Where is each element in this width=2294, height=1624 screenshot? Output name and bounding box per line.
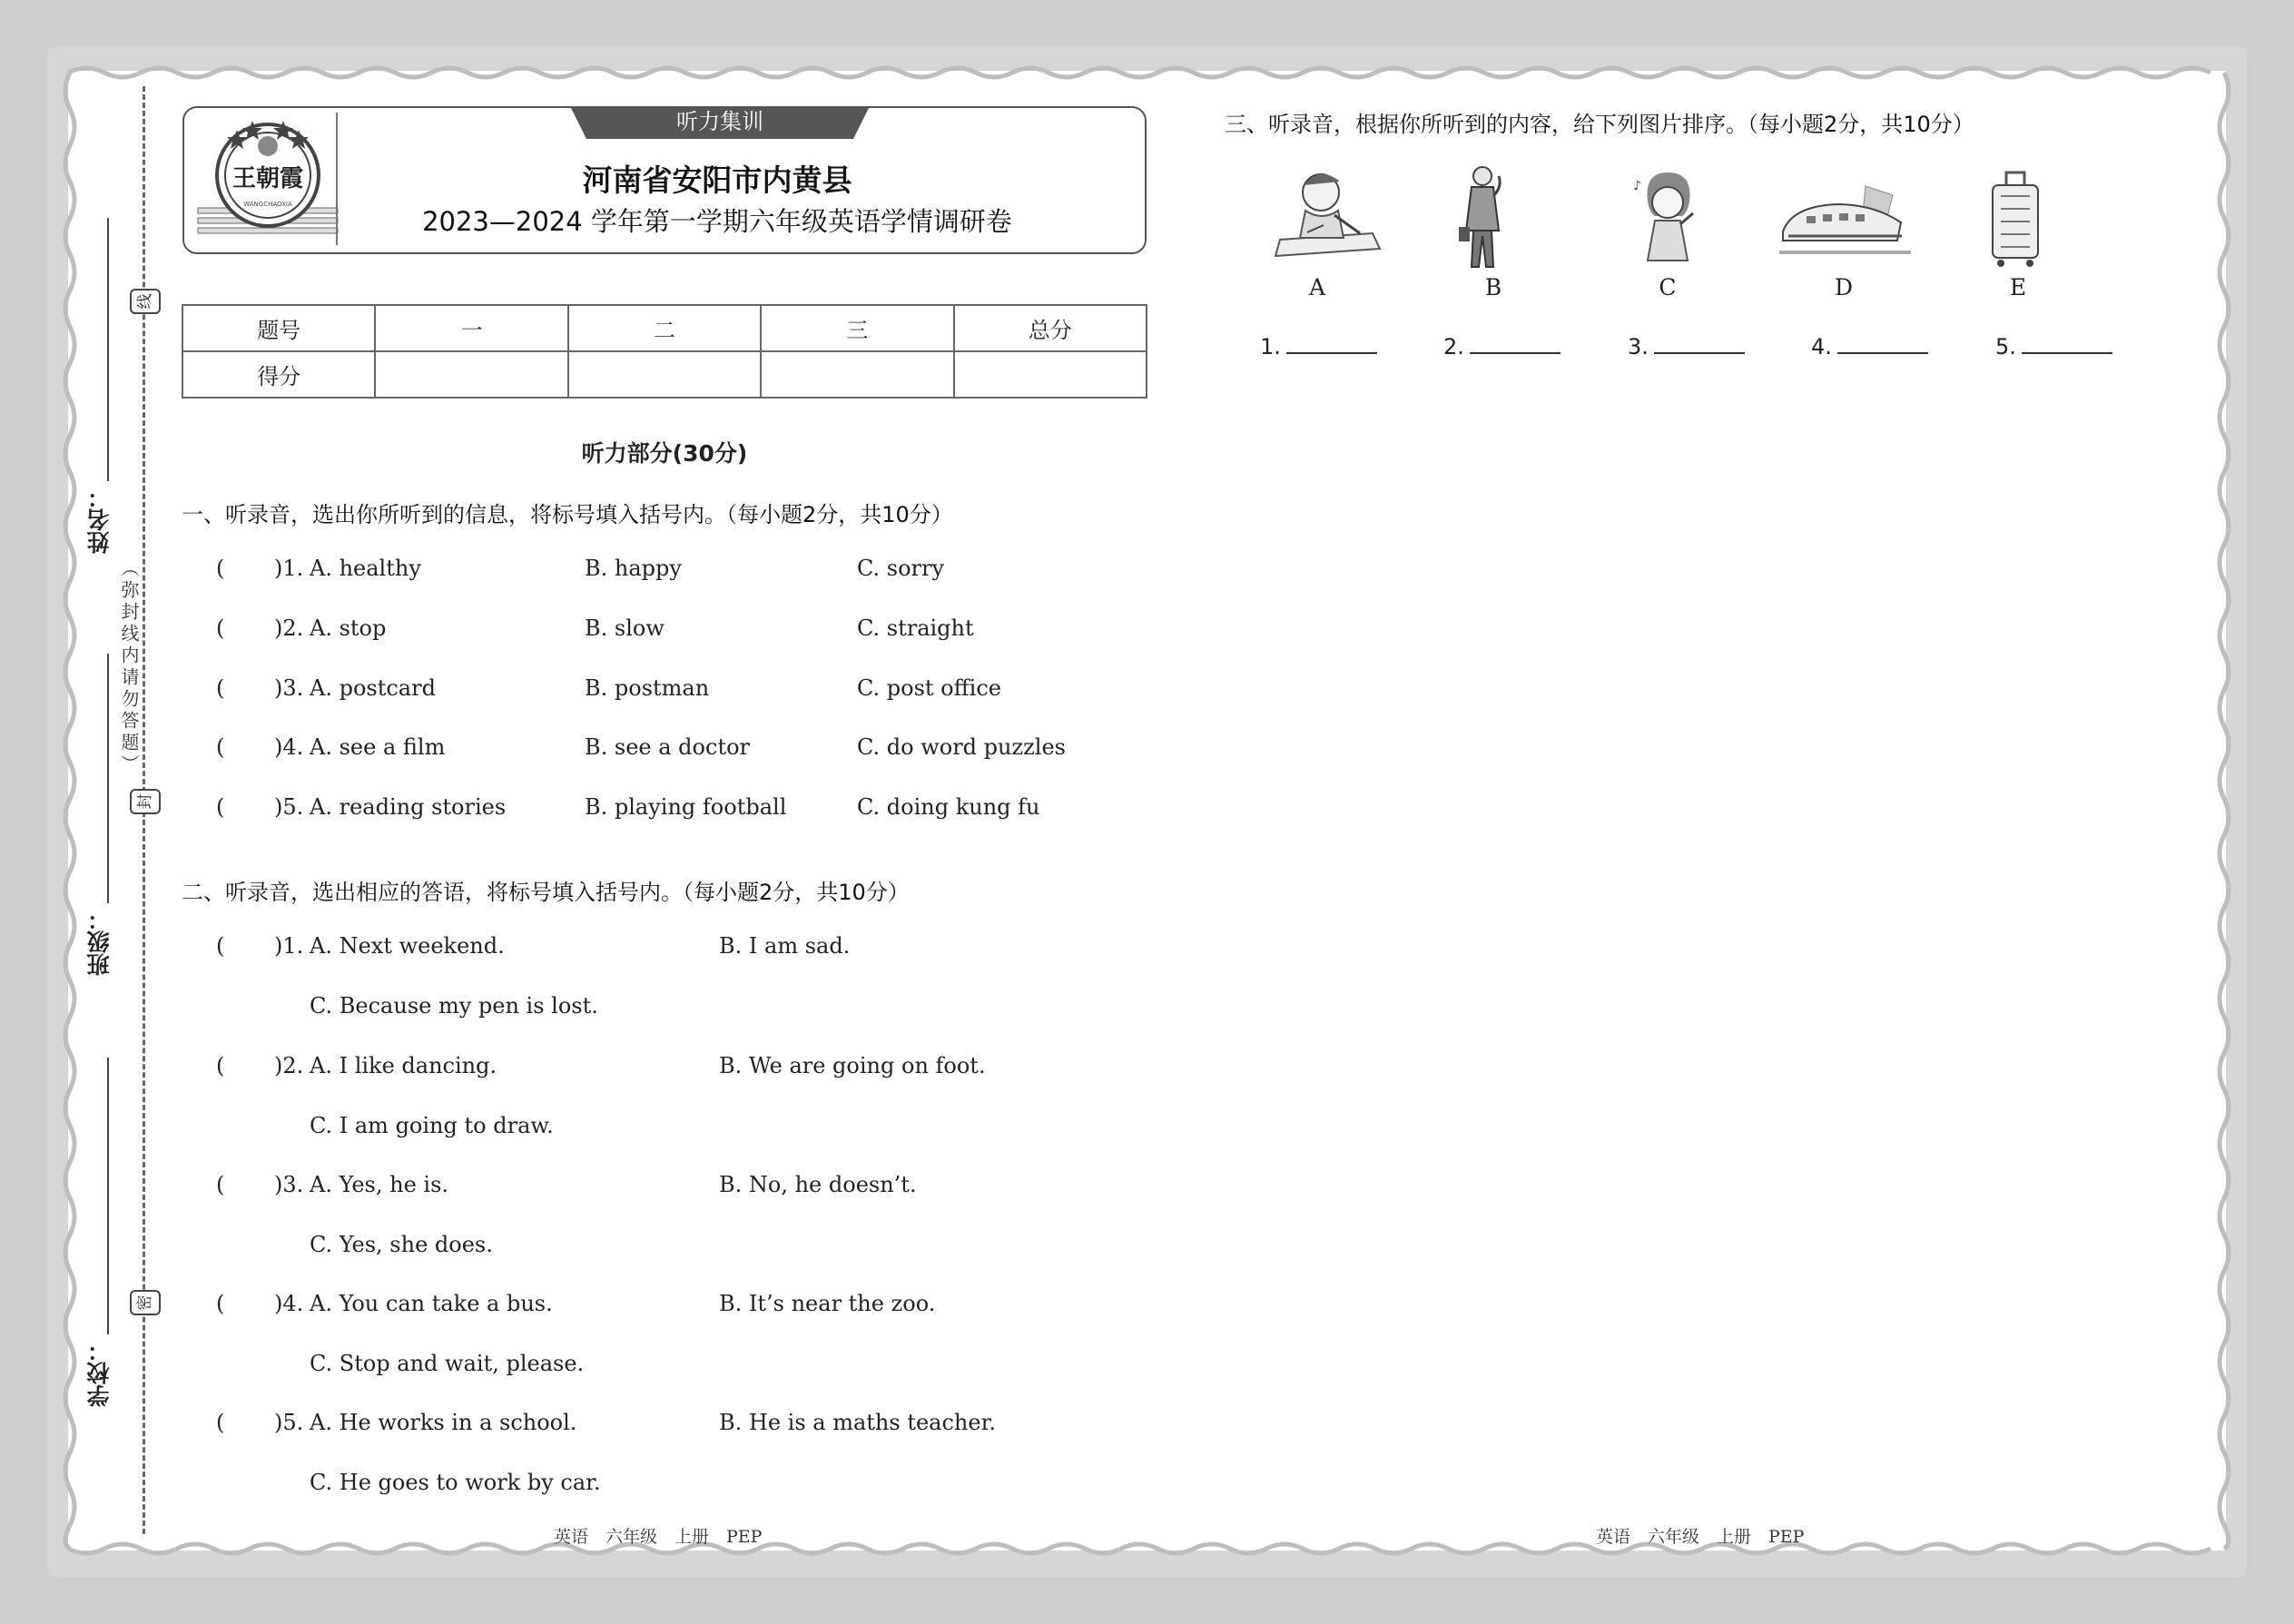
option-c: C. He goes to work by car. xyxy=(310,1470,601,1495)
score-input-cell[interactable] xyxy=(761,351,953,398)
exam-region-title: 河南省安阳市内黄县 xyxy=(582,162,852,198)
question-number: )3. xyxy=(274,675,304,701)
score-input-cell[interactable] xyxy=(954,351,1147,398)
table-row xyxy=(182,305,1147,351)
answer-blank[interactable]: 1. xyxy=(1260,334,1377,359)
answer-bracket[interactable]: ( xyxy=(216,1410,225,1435)
picture-label: E xyxy=(2009,274,2027,300)
table-cell: 总分 xyxy=(954,305,1147,351)
part2-title: 二、听录音，选出相应的答语，将标号填入括号内。（每小题2分，共10分） xyxy=(182,880,910,905)
name-underline xyxy=(107,218,109,481)
option-b: B. No, he doesn’t. xyxy=(719,1172,917,1197)
answer-blank[interactable]: 2. xyxy=(1443,334,1561,359)
answer-bracket[interactable]: ( xyxy=(216,1172,225,1197)
picture-label: A xyxy=(1308,274,1326,300)
footer-right: 英语 六年级 上册 PEP xyxy=(1596,1527,1805,1547)
option-c: C. doing kung fu xyxy=(857,794,1040,820)
class-underline xyxy=(107,654,109,903)
option-b: B. It’s near the zoo. xyxy=(719,1291,936,1316)
train-icon xyxy=(1779,182,1911,263)
option-b: B. happy xyxy=(585,556,682,581)
option-a: A. see a film xyxy=(310,734,446,760)
option-a: A. I like dancing. xyxy=(310,1053,497,1078)
table-cell: 一 xyxy=(375,305,567,351)
question-number: )2. xyxy=(274,615,304,641)
answer-bracket[interactable]: ( xyxy=(216,933,225,959)
name-label: 姓名： xyxy=(86,486,113,554)
score-table xyxy=(182,304,1147,399)
option-c: C. straight xyxy=(857,615,974,641)
question-number: )1. xyxy=(274,933,304,959)
option-a: A. Next weekend. xyxy=(310,933,505,959)
mark-dense: 密 xyxy=(130,1290,161,1315)
question-number: )4. xyxy=(274,1291,304,1316)
question-number: )3. xyxy=(274,1172,304,1197)
option-a: A. healthy xyxy=(310,556,421,581)
option-c: C. do word puzzles xyxy=(857,734,1066,760)
picture-label: D xyxy=(1834,274,1854,300)
school-label: 学校： xyxy=(86,1339,113,1407)
svg-text:♪: ♪ xyxy=(1633,179,1641,193)
answer-bracket[interactable]: ( xyxy=(216,794,225,820)
question-number: )5. xyxy=(274,794,304,820)
mark-seal: 封 xyxy=(130,789,161,814)
answer-blank[interactable]: 3. xyxy=(1628,334,1745,359)
section-tab xyxy=(570,106,870,141)
answer-bracket[interactable]: ( xyxy=(216,1291,225,1316)
question-number: )2. xyxy=(274,1053,304,1078)
table-cell: 题号 xyxy=(182,305,375,351)
businessman-icon xyxy=(1455,163,1510,271)
option-c: C. I am going to draw. xyxy=(310,1113,554,1138)
answer-bracket[interactable]: ( xyxy=(216,675,225,701)
option-a: A. He works in a school. xyxy=(310,1410,577,1435)
question-number: )1. xyxy=(274,556,304,581)
svg-text:WANGCHAOXIA: WANGCHAOXIA xyxy=(243,201,292,208)
footer-left: 英语 六年级 上册 PEP xyxy=(554,1527,763,1547)
option-a: A. You can take a bus. xyxy=(310,1291,553,1316)
answer-bracket[interactable]: ( xyxy=(216,556,225,581)
mark-line: 线 xyxy=(130,289,161,314)
option-a: A. reading stories xyxy=(310,794,507,820)
tab-label: 听力集训 xyxy=(676,109,763,134)
boy-writing-icon xyxy=(1271,165,1384,265)
school-underline xyxy=(107,1058,109,1334)
part1-title: 一、听录音，选出你所听到的信息，将标号填入括号内。（每小题2分，共10分） xyxy=(182,502,953,527)
logo-divider xyxy=(336,113,338,245)
class-label: 班级： xyxy=(86,908,113,976)
answer-bracket[interactable]: ( xyxy=(216,1053,225,1078)
listening-section-title: 听力部分(30分) xyxy=(581,440,748,467)
table-row xyxy=(182,351,1147,398)
option-c: C. Stop and wait, please. xyxy=(310,1351,585,1376)
option-b: B. slow xyxy=(585,615,665,641)
option-b: B. He is a maths teacher. xyxy=(719,1410,997,1435)
answer-bracket[interactable]: ( xyxy=(216,615,225,641)
question-number: )4. xyxy=(274,734,304,760)
binding-note: （弥封线内请勿答题） xyxy=(118,558,140,776)
option-c: C. sorry xyxy=(857,556,945,581)
table-cell: 三 xyxy=(761,305,953,351)
option-a: A. Yes, he is. xyxy=(310,1172,449,1197)
answer-blank[interactable]: 4. xyxy=(1811,334,1928,359)
option-a: A. stop xyxy=(310,615,387,641)
picture-label: B xyxy=(1484,274,1502,300)
girl-icon xyxy=(1629,170,1702,265)
picture-label: C xyxy=(1659,274,1677,300)
table-cell: 二 xyxy=(568,305,761,351)
option-b: B. postman xyxy=(585,675,710,701)
option-b: B. playing football xyxy=(585,794,787,820)
answer-bracket[interactable]: ( xyxy=(216,734,225,760)
score-input-cell[interactable] xyxy=(375,351,567,398)
brand-logo xyxy=(196,113,340,245)
option-c: C. post office xyxy=(857,675,1001,701)
answer-blank[interactable]: 5. xyxy=(1995,334,2112,359)
part3-title: 三、听录音，根据你所听到的内容，给下列图片排序。（每小题2分，共10分） xyxy=(1225,112,1974,137)
option-c: C. Because my pen is lost. xyxy=(310,993,598,1019)
question-number: )5. xyxy=(274,1410,304,1435)
svg-text:王朝霞: 王朝霞 xyxy=(231,165,304,192)
score-input-cell[interactable] xyxy=(568,351,761,398)
option-b: B. I am sad. xyxy=(719,933,851,959)
option-b: B. We are going on foot. xyxy=(719,1053,986,1078)
exam-title: 2023—2024 学年第一学期六年级英语学情调研卷 xyxy=(422,206,1012,237)
option-c: C. Yes, she does. xyxy=(310,1232,493,1257)
option-b: B. see a doctor xyxy=(585,734,751,760)
suitcase-icon xyxy=(1988,169,2043,269)
table-cell: 得分 xyxy=(182,351,375,398)
option-a: A. postcard xyxy=(310,675,436,701)
